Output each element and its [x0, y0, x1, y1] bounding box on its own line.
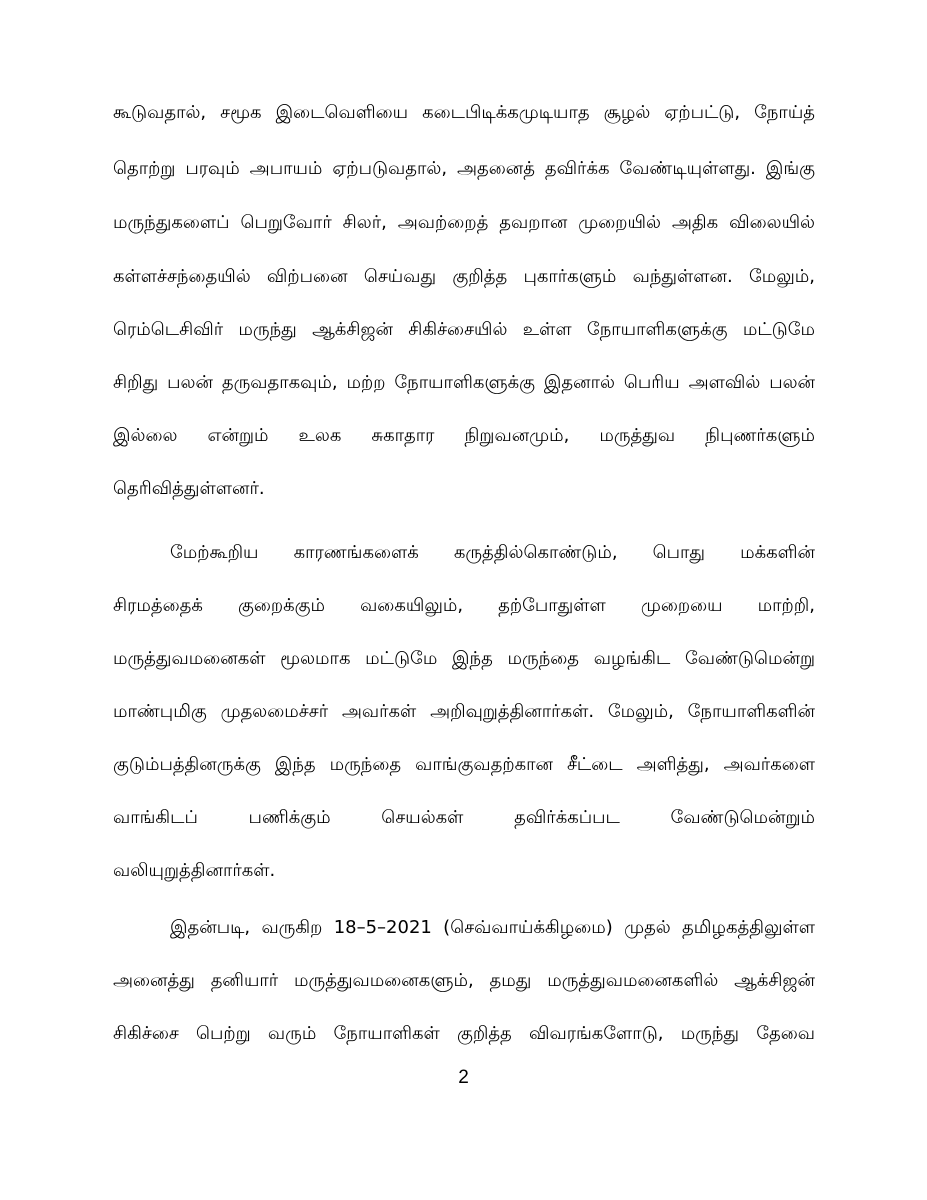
text-line: மருந்துகளைப் பெறுவோர் சிலர், அவற்றைத் தவறான முறையில் அதிக விலையில்	[113, 212, 815, 233]
text-line: சிறிது பலன் தருவதாகவும், மற்ற நோயாளிகளுக்கு இதனால் பெரிய அளவில் பலன்	[113, 372, 815, 393]
text-line: தொற்று பரவும் அபாயம் ஏற்படுவதால், அதனைத் தவிர்க்க வேண்டியுள்ளது. இங்கு	[113, 158, 815, 179]
text-line: வாங்கிடப் பணிக்கும் செயல்கள் தவிர்க்கப்பட வேண்டுமென்றும்	[113, 807, 815, 828]
text-line: வலியுறுத்தினார்கள்.	[113, 860, 276, 881]
text-line: சிரமத்தைக் குறைக்கும் வகையிலும், தற்போதுள்ள முறையை மாற்றி,	[113, 595, 815, 616]
text-line: சிகிச்சை பெற்று வரும் நோயாளிகள் குறித்த விவரங்களோடு, மருந்து தேவை	[113, 1023, 815, 1044]
text-line: கள்ளச்சந்தையில் விற்பனை செய்வது குறித்த புகார்களும் வந்துள்ளன. மேலும்,	[113, 266, 815, 287]
text-line: இல்லை என்றும் உலக சுகாதார நிறுவனமும், மருத்துவ நிபுணர்களும்	[113, 425, 815, 446]
text-line: தெரிவித்துள்ளனர்.	[113, 478, 265, 499]
page-number: 2	[458, 1067, 469, 1088]
text-line: கூடுவதால், சமூக இடைவெளியை கடைபிடிக்கமுடியாத சூழல் ஏற்பட்டு, நோய்த்	[113, 102, 815, 123]
text-line: அனைத்து தனியார் மருத்துவமனைகளும், தமது மருத்துவமனைகளில் ஆக்சிஜன்	[113, 970, 815, 991]
text-line: மேற்கூறிய காரணங்களைக் கருத்தில்கொண்டும், பொது மக்களின்	[170, 542, 815, 563]
text-line: மாண்புமிகு முதலமைச்சர் அவர்கள் அறிவுறுத்தினார்கள். மேலும், நோயாளிகளின்	[113, 701, 815, 722]
text-line: மருத்துவமனைகள் மூலமாக மட்டுமே இந்த மருந்தை வழங்கிட வேண்டுமென்று	[113, 648, 815, 669]
text-line: குடும்பத்தினருக்கு இந்த மருந்தை வாங்குவதற்கான சீட்டை அளித்து, அவர்களை	[113, 754, 815, 775]
text-line: ரெம்டெசிவிர் மருந்து ஆக்சிஜன் சிகிச்சையில் உள்ள நோயாளிகளுக்கு மட்டுமே	[113, 319, 815, 340]
text-line: இதன்படி, வருகிற 18–5–2021 (செவ்வாய்க்கிழமை) முதல் தமிழகத்திலுள்ள	[170, 917, 815, 938]
